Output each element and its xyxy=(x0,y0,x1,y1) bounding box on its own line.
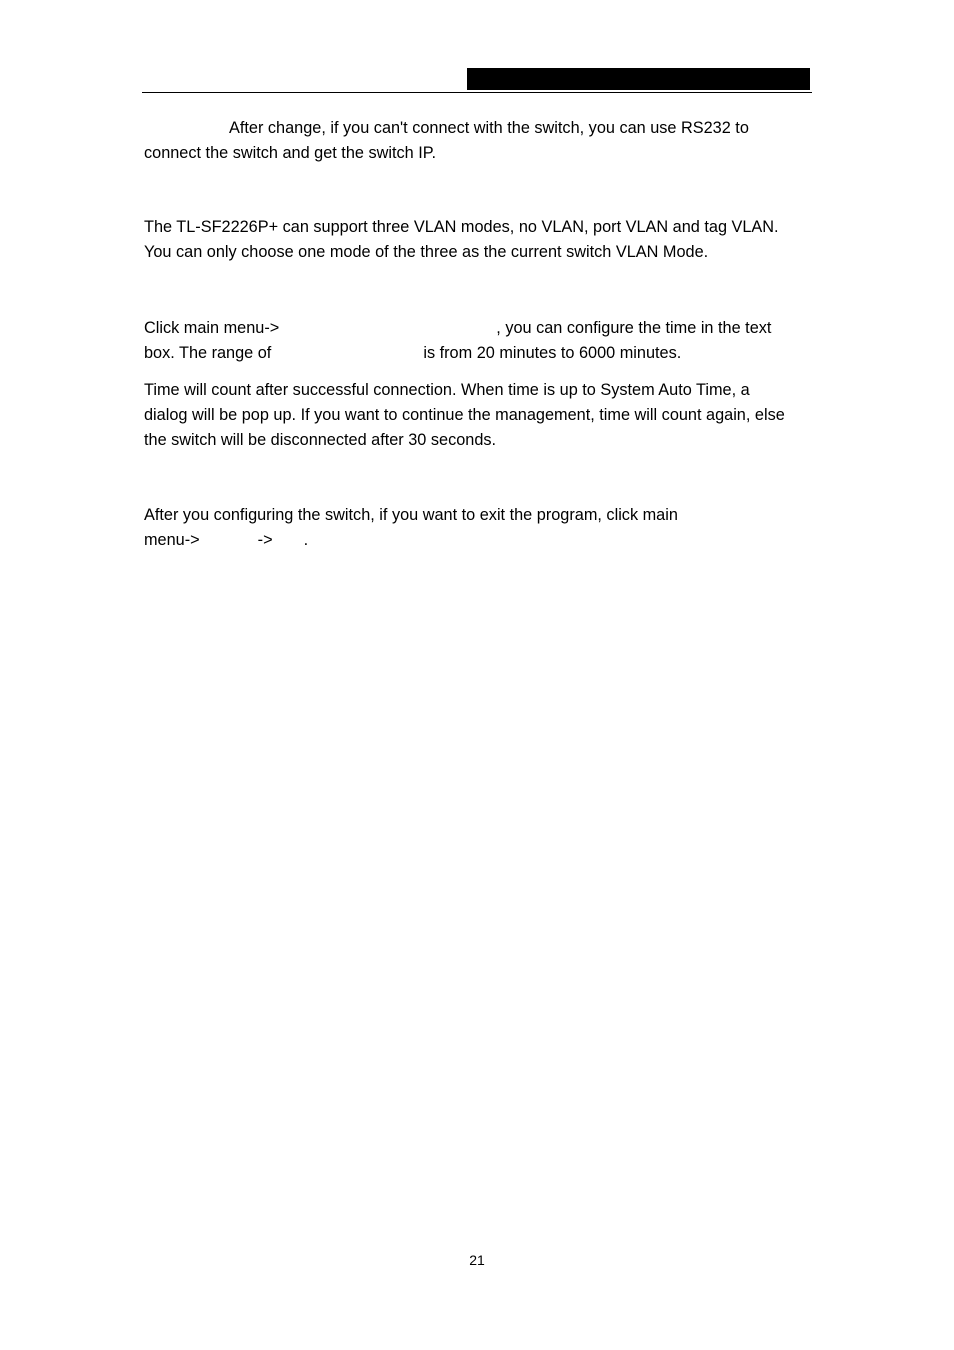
header-bar xyxy=(467,68,810,90)
page-number: 21 xyxy=(469,1252,485,1268)
text-line: connect the switch and get the switch IP. xyxy=(144,144,437,162)
text-segment: . xyxy=(303,531,309,549)
header-rule xyxy=(142,92,812,93)
text-line: dialog will be pop up. If you want to continue the management, time will count again, else xyxy=(144,406,785,424)
paragraph-exit-program xyxy=(144,503,800,553)
text-line: The TL-SF2226P+ can support three VLAN modes, no VLAN, port VLAN and tag VLAN. xyxy=(144,218,779,236)
paragraph-rs232-note xyxy=(144,116,800,166)
text-line xyxy=(144,316,800,341)
text-line: After you configuring the switch, if you want to exit the program, click main xyxy=(144,506,678,524)
text-line xyxy=(144,341,800,366)
text-segment: Click main menu-> xyxy=(144,319,280,337)
text-segment: is from 20 minutes to 6000 minutes. xyxy=(423,344,682,362)
text-segment: , you can configure the time in the text xyxy=(496,319,772,337)
paragraph-auto-time-config xyxy=(144,316,800,366)
paragraph-auto-time-behavior xyxy=(144,378,800,453)
paragraph-vlan-modes xyxy=(144,215,800,265)
text-line: You can only choose one mode of the three as the current switch VLAN Mode. xyxy=(144,243,709,261)
text-line: the switch will be disconnected after 30 seconds. xyxy=(144,431,497,449)
text-line xyxy=(144,528,800,553)
text-segment: -> xyxy=(257,531,273,549)
text-line: After change, if you can't connect with the switch, you can use RS232 to xyxy=(229,119,749,137)
text-segment: menu-> xyxy=(144,531,200,549)
text-segment: box. The range of xyxy=(144,344,272,362)
text-line: Time will count after successful connection. When time is up to System Auto Time, a xyxy=(144,381,750,399)
